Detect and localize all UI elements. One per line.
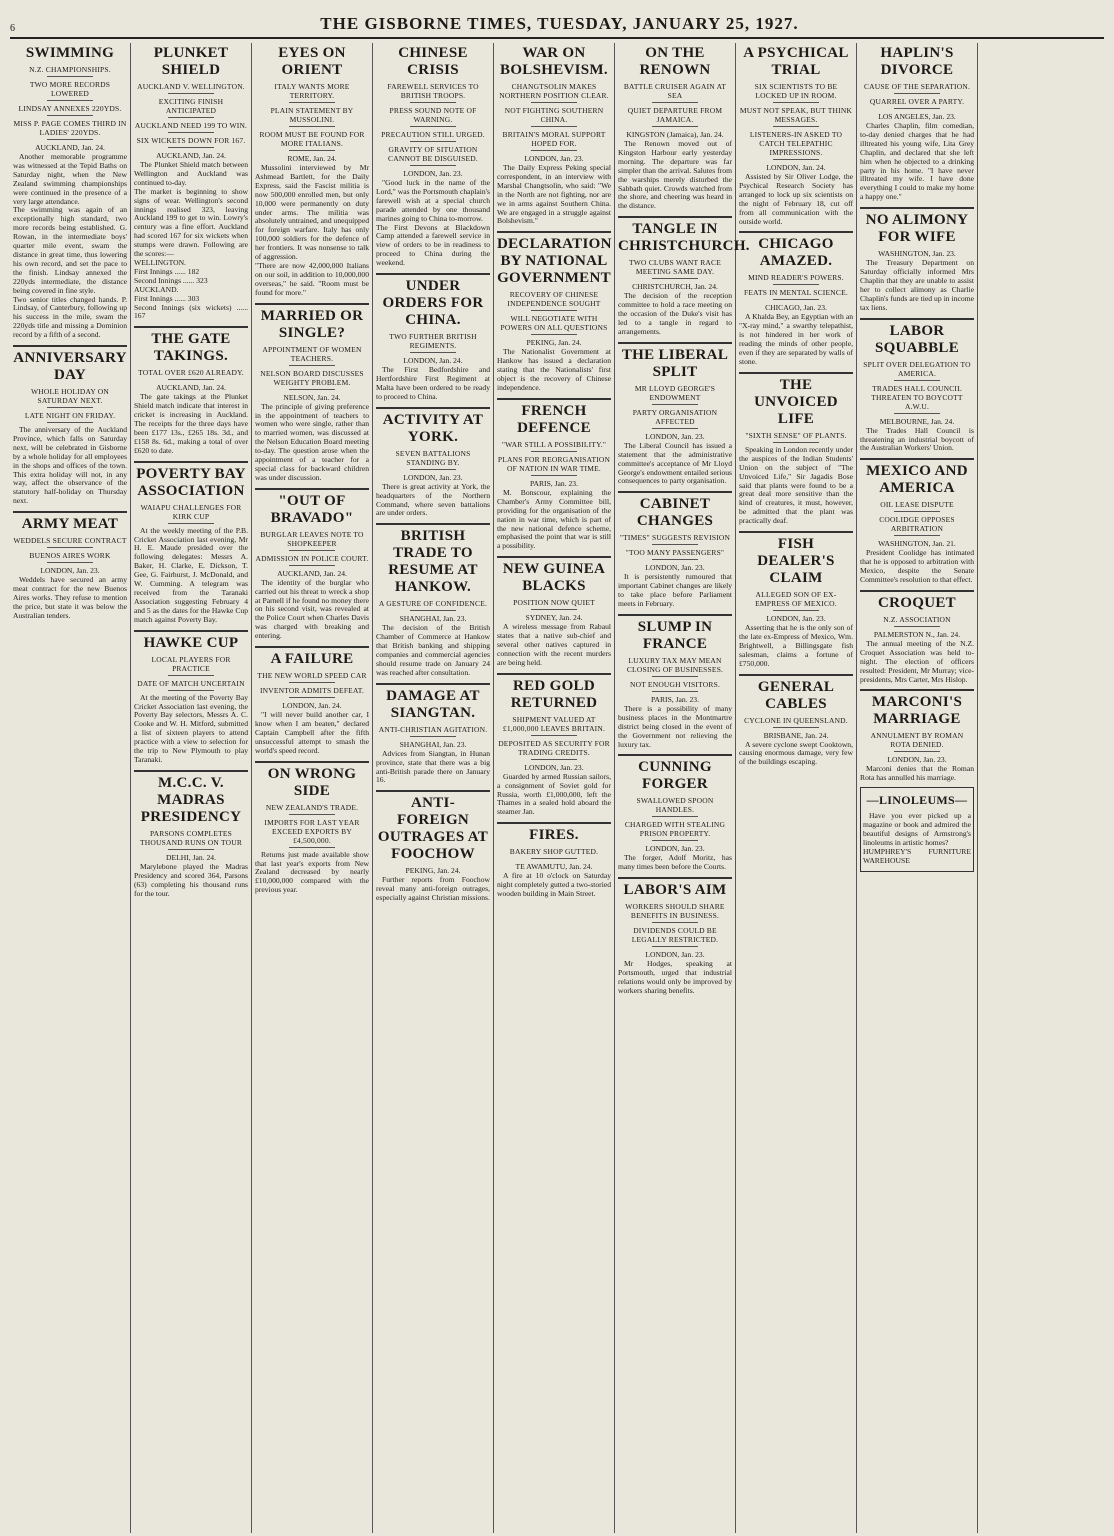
article-dateline: DELHI, Jan. 24. bbox=[166, 852, 216, 862]
article-subheading: NOT FIGHTING SOUTHERN CHINA. bbox=[497, 106, 611, 127]
article-subheading: N.Z. CHAMPIONSHIPS. bbox=[13, 65, 127, 77]
column-3 bbox=[252, 43, 373, 1533]
article-headline: THE UNVOICED LIFE bbox=[739, 372, 853, 428]
article-body: Assisted by Sir Oliver Lodge, the Psychical Research Society has arranged to lock up six scientists on the night of February 18, cut off from all communication with the outside world. bbox=[739, 172, 853, 226]
article-body: The principle of giving preference in the appointment of teachers to women who were single, rather than to married women, was discussed at the Nelson Education Board meeting to-day. The question arose when the appointment of a teacher for a special class for backward children was under discussion. bbox=[255, 401, 369, 482]
article-dateline: CHICAGO, Jan. 23. bbox=[765, 303, 827, 313]
article-body: The Liberal Council has issued a statement that the administrative committee's acceptance of Mr Lloyd George's endowment entailed serious consequences to party organisation. bbox=[618, 440, 732, 486]
article bbox=[13, 45, 127, 340]
article-body: The gate takings at the Plunket Shield match indicate that interest in cricket is increasing in Auckland. The receipts for the three days have been £177 13s., £265 18s. 3d., and £158 8s. 6d., making a total of over £620 to date. bbox=[134, 392, 248, 455]
article-body: Advices from Siangtan, in Hunan province, state that there was a big anti-British parade there on January 16. bbox=[376, 748, 490, 785]
article-dateline: WASHINGTON, Jan. 23. bbox=[878, 249, 956, 259]
article-subheading: WORKERS SHOULD SHARE BENEFITS IN BUSINESS. bbox=[618, 902, 732, 923]
article-dateline: MELBOURNE, Jan. 24. bbox=[879, 416, 955, 426]
article-subheading: GRAVITY OF SITUATION CANNOT BE DISGUISED. bbox=[376, 145, 490, 166]
article-headline: M.C.C. V. MADRAS PRESIDENCY bbox=[134, 770, 248, 826]
article-headline: LABOR'S AIM bbox=[618, 877, 732, 899]
article-subheading: INVENTOR ADMITS DEFEAT. bbox=[255, 686, 369, 698]
article bbox=[739, 531, 853, 669]
article-subheading: N.Z. ASSOCIATION bbox=[860, 615, 974, 627]
article-dateline: SHANGHAI, Jan. 23. bbox=[399, 614, 467, 624]
article-subheading: WAIAPU CHALLENGES FOR KIRK CUP bbox=[134, 503, 248, 524]
article-dateline: LONDON, Jan. 24. bbox=[403, 356, 463, 366]
article-dateline: LONDON, Jan. 23. bbox=[645, 563, 705, 573]
article-headline: RED GOLD RETURNED bbox=[497, 673, 611, 712]
article bbox=[255, 45, 369, 298]
article-body: The Treasury Department on Saturday officially informed Mrs Chaplin that they are unable to assist her to collect alimony as Charlie Chaplin's funds are tied up in income tax liens. bbox=[860, 258, 974, 312]
article-subheading: ADMISSION IN POLICE COURT. bbox=[255, 554, 369, 566]
article bbox=[860, 689, 974, 783]
article-headline: ARMY MEAT bbox=[13, 511, 127, 533]
article-dateline: AUCKLAND, Jan. 24. bbox=[156, 383, 226, 393]
article bbox=[497, 673, 611, 818]
article-subheading: "TOO MANY PASSENGERS" bbox=[618, 548, 732, 560]
article-headline: SLUMP IN FRANCE bbox=[618, 614, 732, 653]
article-subheading: LATE NIGHT ON FRIDAY. bbox=[13, 411, 127, 423]
article bbox=[134, 45, 248, 321]
article-headline: THE LIBERAL SPLIT bbox=[618, 342, 732, 381]
article-body: The First Bedfordshire and Hertfordshire First Regiment at Malta have been ordered to be ready to proceed to China. bbox=[376, 365, 490, 401]
article-subheading: CYCLONE IN QUEENSLAND. bbox=[739, 716, 853, 728]
article-subheading: PRESS SOUND NOTE OF WARNING. bbox=[376, 106, 490, 127]
article-subheading: THE NEW WORLD SPEED CAR bbox=[255, 671, 369, 683]
article-subheading: PARSONS COMPLETES THOUSAND RUNS ON TOUR bbox=[134, 829, 248, 850]
article-headline: PLUNKET SHIELD bbox=[153, 45, 229, 78]
article-dateline: LONDON, Jan. 23. bbox=[645, 950, 705, 960]
article-body: "I will never build another car, I know when I am beaten," declared Captain Campbell after the fifth unsuccessful attempt to smash the world's speed record. bbox=[255, 710, 369, 755]
article-dateline: LONDON, Jan. 23. bbox=[887, 755, 947, 765]
article-subheading: ITALY WANTS MORE TERRITORY. bbox=[255, 82, 369, 103]
article-headline: ON THE RENOWN bbox=[639, 45, 711, 78]
article-body: The Trades Hall Council is threatening an industrial boycott of the Australian Workers' Union. bbox=[860, 425, 974, 453]
article-headline: HAPLIN'S DIVORCE bbox=[880, 45, 954, 78]
article-subheading: POSITION NOW QUIET bbox=[497, 598, 611, 610]
article-body: At the weekly meeting of the P.B. Cricket Association last evening, Mr H. E. Maude presided over the following delegates: Messrs A. Baker, H. Clarke, E. Dickson, T. Gee, G. Fairhurst, J. McDonald, and W. Cumming. A telegram was received from the Taranaki Association suggesting February 4 and 5 as the dates for the Hawke Cup match against Poverty Bay. bbox=[134, 525, 248, 624]
article-dateline: AUCKLAND, Jan. 24. bbox=[35, 143, 105, 152]
article-subheading: QUIET DEPARTURE FROM JAMAICA. bbox=[618, 106, 732, 127]
article-headline: ACTIVITY AT YORK. bbox=[376, 407, 490, 446]
article bbox=[618, 877, 732, 996]
article-subheading: SHIPMENT VALUED AT £1,000,000 LEAVES BRITAIN. bbox=[497, 715, 611, 736]
article-body: The Renown moved out of Kingston Harbour early yesterday morning. The departure was far simpler than the arrival. Salutes from the warships merely disturbed the Sabbath quiet. Crowds watched from the shore, and cheering was heard in the distance. bbox=[618, 139, 732, 211]
article-subheading: SEVEN BATTALIONS STANDING BY. bbox=[376, 449, 490, 470]
article-body: Weddels have secured an army meat contract for the new Buenos Aires works. They refuse to mention the price, but state it was below the Australian tenders. bbox=[13, 575, 127, 620]
article-subheading: LINDSAY ANNEXES 220YDS. bbox=[13, 104, 127, 116]
page-number: 6 bbox=[10, 23, 15, 34]
article-headline: HAWKE CUP bbox=[134, 630, 248, 652]
article bbox=[860, 458, 974, 585]
article bbox=[255, 646, 369, 756]
article-subheading: BURGLAR LEAVES NOTE TO SHOPKEEPER bbox=[255, 530, 369, 551]
article-headline: BRITISH TRADE TO RESUME AT HANKOW. bbox=[376, 523, 490, 596]
article-body: Another memorable programme was witnessed at the Tepid Baths on Saturday night, when the New Zealand swimming championships were continued in the presence of a very large attendance. The swimming was again of an exceptionally high standard, two more records being established. G. Rowan, in the intermediate boys' quarter mile event, swam the distance in great time, thus lowering his own record, and set the pace to the finish. Lindsay annexed the 220yds intermediate, the distance being covered in fine style. Two senior titles changed hands. P. Lindsay, of Canterbury, following up his success in the mile, swam the 220yds title and missing a Dominion record by a fifth of a second. bbox=[13, 152, 127, 340]
article-subheading: WHOLE HOLIDAY ON SATURDAY NEXT. bbox=[13, 387, 127, 408]
article-headline: LABOR SQUABBLE bbox=[860, 318, 974, 357]
article-body: The Nationalist Government at Hankow has issued a declaration stating that the Nationalists' first object is the recovery of Chinese independence. bbox=[497, 347, 611, 392]
article-body: A fire at 10 o'clock on Saturday night completely gutted a two-storied wooden building in Main Street. bbox=[497, 871, 611, 899]
article-dateline: AUCKLAND, Jan. 24. bbox=[156, 151, 226, 160]
article bbox=[860, 318, 974, 454]
article-headline: FISH DEALER'S CLAIM bbox=[739, 531, 853, 587]
article-subheading: APPOINTMENT OF WOMEN TEACHERS. bbox=[255, 345, 369, 366]
article-body: Speaking in London recently under the auspices of the Indian Students' Union on the subject of "The Unvoiced Life," Sir Jagadis Bose said that plants were found to be a great deal more sensitive than the kind of creatures, it must, however, be admitted that the plant was practically deaf. bbox=[739, 444, 853, 526]
article bbox=[255, 761, 369, 896]
article-dateline: TE AWAMUTU, Jan. 24. bbox=[515, 862, 593, 872]
article-body: There is great activity at York, the headquarters of the Northern Command, where seven battalions are under orders. bbox=[376, 481, 490, 518]
article-subheading: PLANS FOR REORGANISATION OF NATION IN WAR TIME. bbox=[497, 455, 611, 476]
article bbox=[618, 491, 732, 609]
article-body: President Coolidge has intimated that he is opposed to arbitration with Mexico, despite the Senate Committee's resolution to that effect. bbox=[860, 548, 974, 585]
article bbox=[618, 754, 732, 872]
article-headline: MARRIED OR SINGLE? bbox=[255, 303, 369, 342]
article-body: Charles Chaplin, film comedian, to-day denied charges that he had illtreated his young wife, Lita Grey Chaplin, and declared that she left him when he objected to a drinking party in his home. "I have never illtreated my wife. I have done everything I could to make my home a happy one." bbox=[860, 121, 974, 202]
article-body: A wireless message from Rabaul states that a native sub-chief and several other natives captured in connection with the recent murders are being held. bbox=[497, 622, 611, 667]
advertisement bbox=[860, 787, 974, 871]
article-body: Mr Hodges, speaking at Portsmouth, urged that industrial relations would only be improved by workers sharing benefits. bbox=[618, 959, 732, 995]
article-body: Mussolini interviewed by Mr Ashmead Bartlett, for the Daily Express, said the Fascist militia is now 500,000 enrolled men, but only 10,000 were permanently on duty under arms. The militia was absolutely untrained, and unequipped for foreign warfare. Italy has only 100,000 soldiers for the defence of her frontiers. It was nonsense to talk of aggression. "There are now 42,000,000 Italians on our soil, in addition to 10,000,000 overseas," he said. "Room must be found for more." bbox=[255, 163, 369, 297]
article-headline: POVERTY BAY ASSOCIATION bbox=[134, 461, 248, 500]
article-headline: NO ALIMONY FOR WIFE bbox=[860, 207, 974, 246]
article-body: It is persistently rumoured that important Cabinet changes are likely to take place before Parliament meets in February. bbox=[618, 572, 732, 609]
article-headline: GENERAL CABLES bbox=[739, 674, 853, 713]
article-subheading: MUST NOT SPEAK, BUT THINK MESSAGES. bbox=[739, 106, 853, 127]
article-headline: DECLARATION BY NATIONAL GOVERNMENT bbox=[497, 231, 611, 287]
article-subheading: "TIMES" SUGGESTS REVISION bbox=[618, 533, 732, 545]
article-dateline: ROME, Jan. 24. bbox=[287, 154, 337, 163]
article-subheading: PRECAUTION STILL URGED. bbox=[376, 130, 490, 142]
article-subheading: LISTENERS-IN ASKED TO CATCH TELEPATHIC IMPRESSIONS. bbox=[739, 130, 853, 160]
article-dateline: LONDON, Jan. 23. bbox=[645, 431, 705, 441]
article-subheading: DIVIDENDS COULD BE LEGALLY RESTRICTED. bbox=[618, 926, 732, 947]
article-dateline: BRISBANE, Jan. 24. bbox=[763, 730, 829, 740]
article-subheading: MISS P. PAGE COMES THIRD IN LADIES' 220YDS. bbox=[13, 119, 127, 140]
article-subheading: TWO MORE RECORDS LOWERED bbox=[13, 80, 127, 101]
article bbox=[497, 231, 611, 393]
article bbox=[376, 523, 490, 677]
masthead bbox=[10, 8, 1104, 39]
article-subheading: WEDDELS SECURE CONTRACT bbox=[13, 536, 127, 548]
article bbox=[739, 45, 853, 226]
article-body: The Daily Express Peking special correspondent, in an interview with Marshal Changtsolin, who said: "We in the North are not fighting, nor are we in arms against Southern China. We are engaged in a struggle against Bolshevism." bbox=[497, 163, 611, 226]
article-body: Have you ever picked up a magazine or book and admired the beautiful designs of Armstrong's linoleums in artistic homes? HUMPHREY'S FURNITURE WAREHOUSE bbox=[863, 811, 971, 865]
column-7 bbox=[736, 43, 857, 1533]
article bbox=[497, 822, 611, 899]
article-dateline: WASHINGTON, Jan. 21. bbox=[878, 539, 956, 549]
article-body: Marconi denies that the Roman Rota has annulled his marriage. bbox=[860, 764, 974, 783]
article-dateline: LONDON, Jan. 24. bbox=[282, 701, 342, 711]
article-body: A severe cyclone swept Cooktown, causing enormous damage, very few of the buildings escaping. bbox=[739, 739, 853, 767]
article-subheading: "WAR STILL A POSSIBILITY." bbox=[497, 440, 611, 452]
article-dateline: LONDON, Jan. 23. bbox=[766, 614, 826, 624]
article-subheading: CHARGED WITH STEALING PRISON PROPERTY. bbox=[618, 820, 732, 841]
article bbox=[618, 216, 750, 337]
article bbox=[497, 556, 611, 668]
article-subheading: "SIXTH SENSE" OF PLANTS. bbox=[739, 431, 853, 443]
article-headline: A FAILURE bbox=[255, 646, 369, 668]
article-dateline: LONDON, Jan. 23. bbox=[403, 472, 463, 482]
article bbox=[376, 273, 490, 402]
article-subheading: LOCAL PLAYERS FOR PRACTICE bbox=[134, 655, 248, 676]
article-subheading: SIX WICKETS DOWN FOR 167. bbox=[134, 136, 248, 148]
article-body: The forger, Adolf Moritz, has many times been before the Courts. bbox=[618, 853, 732, 872]
article-subheading: COOLIDGE OPPOSES ARBITRATION bbox=[860, 515, 974, 536]
article-subheading: OIL LEASE DISPUTE bbox=[860, 500, 974, 512]
article-headline: CHICAGO AMAZED. bbox=[739, 231, 853, 270]
article-headline: CUNNING FORGER bbox=[618, 754, 732, 793]
article-headline: SWIMMING bbox=[25, 45, 115, 61]
article-headline: ANTI-FOREIGN OUTRAGES AT FOOCHOW bbox=[376, 790, 490, 863]
article-dateline: LONDON, Jan. 24. bbox=[766, 163, 826, 172]
column-8 bbox=[857, 43, 978, 1533]
article-headline: NEW GUINEA BLACKS bbox=[497, 556, 611, 595]
article-body: The Plunket Shield match between Wellington and Auckland was continued to-day. The market is beginning to show signs of wear. Wellington's second innings realised 323, leaving Auckland 199 to get to win. Lowry's century was a fine effort. Auckland had scored 167 for six wickets when stumps were drawn. Following are the scores:— WELLINGTON. First Innings ...... 182 Second Innings ...... 323 AUCKLAND. First Innings ...... 303 Second Innings (six wickets) ...... 167 bbox=[134, 160, 248, 321]
article-subheading: BRITAIN'S MORAL SUPPORT HOPED FOR. bbox=[497, 130, 611, 151]
article-subheading: TOTAL OVER £620 ALREADY. bbox=[134, 368, 248, 380]
article-dateline: LONDON, Jan. 23. bbox=[40, 566, 100, 576]
columns bbox=[10, 43, 1104, 1533]
article-subheading: SWALLOWED SPOON HANDLES. bbox=[618, 796, 732, 817]
article-body: The decision of the British Chamber of Commerce at Hankow that British banking and shipping companies and commercial agencies should resume trade on January 24 was reached after consultation. bbox=[376, 623, 490, 677]
article bbox=[739, 231, 853, 366]
article bbox=[497, 45, 611, 226]
article-dateline: LONDON, Jan. 23. bbox=[524, 762, 584, 772]
article-dateline: LONDON, Jan. 23. bbox=[403, 169, 463, 178]
article-subheading: ALLEGED SON OF EX-EMPRESS OF MEXICO. bbox=[739, 590, 853, 611]
article-body: A Khalda Bey, an Egyptian with an "X-ray mind," a swarthy telepathist, is not hindered in her work of reading the minds of other people, even if they are separated by walls of stone. bbox=[739, 312, 853, 366]
article-dateline: KINGSTON (Jamaica), Jan. 24. bbox=[626, 130, 724, 139]
column-4 bbox=[373, 43, 494, 1533]
article-subheading: ANNULMENT BY ROMAN ROTA DENIED. bbox=[860, 731, 974, 752]
article-subheading: QUARREL OVER A PARTY. bbox=[860, 97, 974, 109]
article-subheading: MR LLOYD GEORGE'S ENDOWMENT bbox=[618, 384, 732, 405]
article-dateline: PARIS, Jan. 23. bbox=[529, 478, 579, 488]
newspaper-title: THE GISBORNE TIMES, TUESDAY, JANUARY 25, 1927. bbox=[320, 14, 799, 33]
article bbox=[376, 407, 490, 519]
article bbox=[739, 674, 853, 768]
article bbox=[134, 630, 248, 765]
article-body: At the meeting of the Poverty Bay Cricket Association last evening, the Poverty Bay selectors, Messrs A. C. Cooke and W. H. Mitford, submitted a list of sixteen players to attend practice with a view to selection for the trip to New Plymouth to play Taranaki. bbox=[134, 692, 248, 764]
article-subheading: BATTLE CRUISER AGAIN AT SEA bbox=[618, 82, 732, 103]
article-body: The decision of the reception committee to hold a race meeting on the occasion of the Duke's visit has led to a tangle in regard to arrangements. bbox=[618, 291, 732, 336]
article bbox=[13, 511, 127, 621]
article-subheading: LUXURY TAX MAY MEAN CLOSING OF BUSINESSES. bbox=[618, 656, 732, 677]
article-dateline: LOS ANGELES, Jan. 23. bbox=[878, 112, 956, 121]
article bbox=[618, 614, 732, 750]
article-dateline: NELSON, Jan. 24. bbox=[283, 392, 341, 402]
article-dateline: SHANGHAI, Jan. 23. bbox=[399, 739, 467, 749]
article-body: Further reports from Foochow reveal many anti-foreign outrages, especially against Christian missions. bbox=[376, 875, 490, 903]
article-headline: DAMAGE AT SIANGTAN. bbox=[376, 683, 490, 722]
article-headline: A PSYCHICAL TRIAL bbox=[743, 45, 849, 78]
article bbox=[134, 770, 248, 899]
article-subheading: RECOVERY OF CHINESE INDEPENDENCE SOUGHT bbox=[497, 290, 611, 311]
column-6 bbox=[615, 43, 750, 1533]
article-dateline: CHRISTCHURCH, Jan. 24. bbox=[632, 282, 718, 292]
article bbox=[376, 683, 490, 786]
article-subheading: PARTY ORGANISATION AFFECTED bbox=[618, 408, 732, 429]
article bbox=[13, 345, 127, 506]
article bbox=[497, 398, 611, 551]
article-subheading: BUENOS AIRES WORK bbox=[13, 551, 127, 563]
article-subheading: FEATS IN MENTAL SCIENCE. bbox=[739, 288, 853, 300]
article-dateline: LONDON, Jan. 23. bbox=[645, 844, 705, 854]
article bbox=[134, 326, 248, 455]
article-subheading: TWO CLUBS WANT RACE MEETING SAME DAY. bbox=[618, 258, 732, 279]
article-headline: MEXICO AND AMERICA bbox=[860, 458, 974, 497]
article-body: The identity of the burglar who carried out his threat to wreck a shop at Parnell if he found no money there on his second visit, was revealed at the Police Court when Charles Davis was charged with breaking and entering. bbox=[255, 577, 369, 641]
column-1 bbox=[10, 43, 131, 1533]
article-headline: "OUT OF BRAVADO" bbox=[255, 488, 369, 527]
article bbox=[860, 207, 974, 312]
article-subheading: DATE OF MATCH UNCERTAIN bbox=[134, 679, 248, 691]
article-headline: THE GATE TAKINGS. bbox=[134, 326, 248, 365]
article-subheading: NOT ENOUGH VISITORS. bbox=[618, 680, 732, 692]
article-headline: TANGLE IN CHRISTCHURCH. bbox=[618, 216, 732, 255]
article-dateline: PALMERSTON N., Jan. 24. bbox=[873, 629, 961, 639]
column-edge bbox=[978, 43, 984, 1533]
column-2 bbox=[131, 43, 252, 1533]
article bbox=[860, 45, 974, 202]
article-subheading: IMPORTS FOR LAST YEAR EXCEED EXPORTS BY £4,500,000. bbox=[255, 818, 369, 848]
article bbox=[134, 461, 248, 625]
article-headline: ON WRONG SIDE bbox=[255, 761, 369, 800]
article-subheading: AUCKLAND NEED 199 TO WIN. bbox=[134, 121, 248, 133]
article-subheading: CAUSE OF THE SEPARATION. bbox=[860, 82, 974, 94]
article-subheading: DEPOSITED AS SECURITY FOR TRADING CREDITS. bbox=[497, 739, 611, 760]
article-subheading: CHANGTSOLIN MAKES NORTHERN POSITION CLEAR. bbox=[497, 82, 611, 103]
article-subheading: WILL NEGOTIATE WITH POWERS ON ALL QUESTIONS bbox=[497, 314, 611, 335]
article-headline: CHINESE CRISIS bbox=[398, 45, 468, 78]
article-dateline: PARIS, Jan. 23. bbox=[650, 694, 700, 704]
article-dateline: LONDON, Jan. 23. bbox=[524, 154, 584, 163]
article-subheading: NEW ZEALAND'S TRADE. bbox=[255, 803, 369, 815]
article-headline: EYES ON ORIENT bbox=[278, 45, 346, 78]
article-body: Marylebone played the Madras Presidency and scored 364, Parsons (63) completing his thousand runs for the tour. bbox=[134, 861, 248, 898]
article-body: The annual meeting of the N.Z. Croquet Association was held to-night. The election of officers resulted: President, Mr Murray; vice-presidents, Mrs Carter, Mrs Hislop. bbox=[860, 638, 974, 684]
article-body: There is a possibility of many business places in the Montmartre district being closed in the event of the Government not relieving the luxury tax. bbox=[618, 703, 732, 749]
article-body: "Good luck in the name of the Lord," was the Portsmouth chaplain's farewell wish at a special church parade attended by one thousand marines going to China to-morrow. The First Devons at Blackdown Camp attended a farewell service in view of orders to be in readiness to proceed to China during the weekend. bbox=[376, 178, 490, 268]
article bbox=[376, 45, 490, 268]
article-subheading: TRADES HALL COUNCIL THREATEN TO BOYCOTT A.W.U. bbox=[860, 384, 974, 414]
article-headline: UNDER ORDERS FOR CHINA. bbox=[376, 273, 490, 329]
article-headline: CROQUET bbox=[860, 590, 974, 612]
article-headline: CABINET CHANGES bbox=[618, 491, 732, 530]
article-subheading: ROOM MUST BE FOUND FOR MORE ITALIANS. bbox=[255, 130, 369, 151]
article-subheading: SPLIT OVER DELEGATION TO AMERICA. bbox=[860, 360, 974, 381]
article-dateline: PEKING, Jan. 24. bbox=[405, 866, 461, 876]
article-dateline: PEKING, Jan. 24. bbox=[526, 338, 582, 348]
article-subheading: AUCKLAND V. WELLINGTON. bbox=[134, 82, 248, 94]
article-subheading: SIX SCIENTISTS TO BE LOCKED UP IN ROOM. bbox=[739, 82, 853, 103]
article-subheading: NELSON BOARD DISCUSSES WEIGHTY PROBLEM. bbox=[255, 369, 369, 390]
article-body: Returns just made available show that last year's exports from New Zealand decreased by nearly £10,000,000 compared with the previous year. bbox=[255, 849, 369, 895]
article-body: The anniversary of the Auckland Province, which falls on Saturday next, will be celebrated in Gisborne by a whole holiday for all employees in the shops and offices of the town. This extra holiday will not, in any way, affect the observance of the statutory half-holiday on Thursday next. bbox=[13, 425, 127, 506]
article-body: M. Bonscour, explaining the Chamber's Army Committee bill, providing for the organisation of the nation in war time, which is part of the new national defence scheme, emphasised the point that war is still a possibility. bbox=[497, 487, 611, 551]
article-subheading: BAKERY SHOP GUTTED. bbox=[497, 847, 611, 859]
article-body: Asserting that he is the only son of the late ex-Empress of Mexico, Wm. Brightwell, a Billingsgate fish salesman, claims a fortune of £750,000. bbox=[739, 623, 853, 668]
article bbox=[618, 45, 732, 211]
article-subheading: TWO FURTHER BRITISH REGIMENTS. bbox=[376, 332, 490, 353]
article bbox=[376, 790, 490, 903]
article bbox=[860, 590, 974, 685]
article-headline: ANNIVERSARY DAY bbox=[13, 345, 127, 384]
article bbox=[255, 303, 369, 483]
article-subheading: MIND READER'S POWERS. bbox=[739, 273, 853, 285]
article-subheading: ANTI-CHRISTIAN AGITATION. bbox=[376, 725, 490, 737]
article bbox=[618, 342, 732, 487]
article-headline: —LINOLEUMS— bbox=[866, 793, 968, 808]
article-subheading: PLAIN STATEMENT BY MUSSOLINI. bbox=[255, 106, 369, 127]
article-subheading: FAREWELL SERVICES TO BRITISH TROOPS. bbox=[376, 82, 490, 103]
article-headline: FIRES. bbox=[497, 822, 611, 844]
article-subheading: EXCITING FINISH ANTICIPATED bbox=[134, 97, 248, 118]
article-dateline: SYDNEY, Jan. 24. bbox=[525, 613, 583, 623]
column-5 bbox=[494, 43, 615, 1533]
article-headline: WAR ON BOLSHEVISM. bbox=[500, 45, 608, 78]
article-dateline: AUCKLAND, Jan. 24. bbox=[277, 568, 347, 578]
article bbox=[255, 488, 369, 641]
article-headline: FRENCH DEFENCE bbox=[497, 398, 611, 437]
article-body: Guarded by armed Russian sailors, a consignment of Soviet gold for Russia, worth £1,000,000, left the Thames in a sealed hold aboard the steamer Jan. bbox=[497, 771, 611, 817]
article-headline: MARCONI'S MARRIAGE bbox=[860, 689, 974, 728]
article bbox=[739, 372, 853, 526]
article-subheading: A GESTURE OF CONFIDENCE. bbox=[376, 599, 490, 611]
